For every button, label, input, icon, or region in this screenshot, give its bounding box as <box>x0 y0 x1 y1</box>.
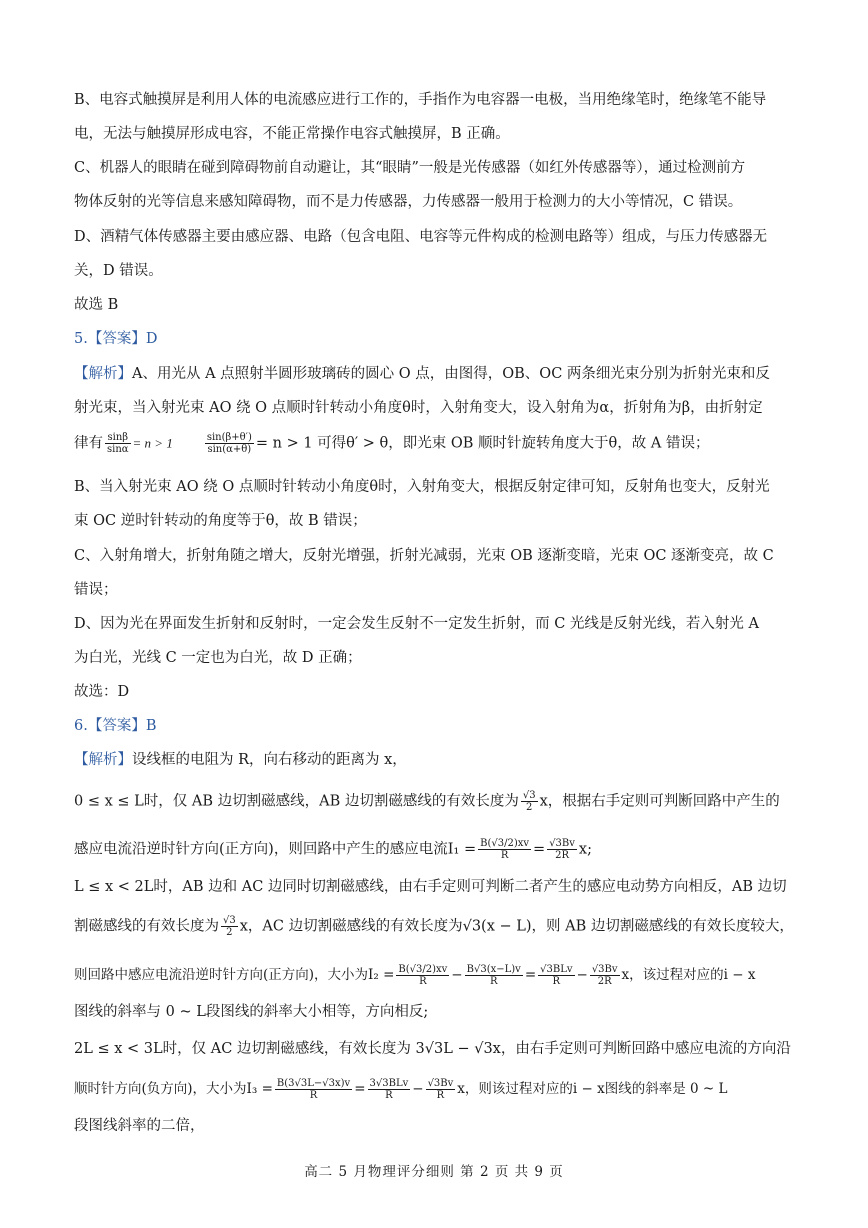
effective-length-fraction <box>521 790 538 813</box>
minus-sign: − <box>451 967 463 983</box>
fraction-denominator: R <box>552 976 561 987</box>
q6-s1-c: 感应电流沿逆时针方向(正方向)，则回路中产生的感应电流I₁ = <box>74 841 477 858</box>
i2-term3-fraction <box>538 964 574 987</box>
fraction-numerator: B(√3/2)xv <box>398 964 448 975</box>
q6-stage3-line1: 2L ≤ x < 3L时，仅 AC 边切割磁感线，有效长度为 3√3L − √3x，由右手定则可判断回路中感应电流的方向沿 <box>74 1041 791 1057</box>
q5-a3-mid1: = n > 1 <box>132 435 173 451</box>
current-i1-fraction <box>478 838 531 861</box>
q5-option-a-line3 <box>74 432 808 455</box>
fraction-denominator: R <box>419 976 427 987</box>
q6-s3-b-post: x，则该过程对应的i − x图线的斜率是 0 ~ L <box>457 1081 728 1097</box>
q6-stage2-line1: L ≤ x < 2L时，AB 边和 AC 边同时切割磁感线，由右手定则可判断二者产生的感应电动势方向相反，AB 边切 <box>74 879 787 895</box>
fraction-numerator: 3√3BLv <box>369 1078 409 1089</box>
fraction-denominator: sin(α+θ) <box>207 444 252 455</box>
i2-term4-fraction <box>590 964 620 987</box>
fraction-denominator: R <box>385 1090 393 1101</box>
fraction-denominator: R <box>436 1090 445 1101</box>
q6-stage3-line2 <box>74 1078 808 1101</box>
minus-sign: − <box>412 1081 424 1097</box>
minus-sign: − <box>576 967 588 983</box>
current-i1-simplified-fraction <box>547 838 577 861</box>
q5-choice: 故选：D <box>74 684 130 700</box>
fraction-numerator: sin(β+θ′) <box>206 432 252 443</box>
i2-term1-fraction <box>396 964 449 987</box>
q4-option-d-line1: D、酒精气体传感器主要由感应器、电路（包含电阻、电容等元件构成的检测电路等）组成，与压力传感器无 <box>74 229 768 245</box>
i3-term3-fraction <box>426 1078 456 1101</box>
q6-s3-b-pre: 顺时针方向(负方向)，大小为I₃ = <box>74 1081 273 1097</box>
equals-sign: = <box>354 1081 366 1097</box>
q6-s2-b-post: x，AC 边切割磁感线的有效长度为√3(x − L)，则 AB 边切割磁感线的有效长度较大， <box>239 918 794 935</box>
q6-s2-c-post: x，该过程对应的i − x <box>621 967 756 983</box>
q5-option-c-line1: C、入射角增大，折射角随之增大，反射光增强，折射光减弱，光束 OB 逐渐变暗，光束 OC 逐渐变亮，故 C <box>74 548 774 564</box>
rotated-snell-fraction <box>205 432 254 455</box>
q6-s1-eq: = <box>533 841 546 858</box>
q6-s1-d: x; <box>578 841 592 858</box>
q6-s2-b-pre: 割磁感线的有效长度为 <box>74 918 219 935</box>
q6-s1-a: 0 ≤ x ≤ L时，仅 AB 边切割磁感线，AB 边切割磁感线的有效长度为 <box>74 793 519 810</box>
ab-length-fraction <box>221 915 238 938</box>
q6-intro-text: 设线框的电阻为 R，向右移动的距离为 x， <box>132 752 407 768</box>
q5-answer-heading: 5.【答案】D <box>74 331 158 347</box>
q4-option-b-line2: 电，无法与触摸屏形成电容，不能正常操作电容式触摸屏，B 正确。 <box>74 126 510 142</box>
fraction-numerator: √3BLv <box>540 964 573 975</box>
fraction-numerator: B(√3/2)xv <box>480 838 530 849</box>
fraction-denominator: R <box>489 976 498 987</box>
fraction-numerator: √3Bv <box>549 838 575 849</box>
fraction-numerator: B(3√3L−√3x)v <box>276 1078 351 1089</box>
page-footer: 高二 5 月物理评分细则 第 2 页 共 9 页 <box>304 1164 564 1180</box>
fraction-numerator: √3 <box>522 790 536 801</box>
fraction-numerator: √3 <box>223 915 236 926</box>
q4-choice: 故选 B <box>74 297 119 313</box>
q5-option-d-line1: D、因为光在界面发生折射和反射时，一定会发生反射不一定发生折射，而 C 光线是反射光线，若入射光 A <box>74 616 760 632</box>
q5-option-a-line1: A、用光从 A 点照射半圆形玻璃砖的圆心 O 点，由图得，OB、OC 两条细光束分别为折射光束和反 <box>132 366 770 382</box>
q5-option-b-line1: B、当入射光束 AO 绕 O 点顺时针转动小角度θ时，入射角变大，根据反射定律可知，反射角也变大，反射光 <box>74 479 770 495</box>
fraction-denominator: 2R <box>597 976 612 987</box>
fraction-numerator: B√3(x−L)v <box>466 964 521 975</box>
equals-sign: = <box>524 967 537 983</box>
fraction-numerator: sinβ <box>105 432 131 444</box>
q4-option-b-line1: B、电容式触摸屏是利用人体的电流感应进行工作的，手指作为电容器一电极，当用绝缘笔时，绝缘笔不能导 <box>74 92 767 108</box>
q6-stage2-line2 <box>74 915 808 938</box>
q4-option-c-line2: 物体反射的光等信息来感知障碍物，而不是力传感器，力传感器一般用于检测力的大小等情况，C 错误。 <box>74 194 743 210</box>
q5-analysis-tag: 【解析】 <box>74 366 132 382</box>
q6-s1-b: x，根据右手定则可判断回路中产生的 <box>539 793 780 810</box>
q6-stage2-line3 <box>74 964 808 987</box>
fraction-denominator: R <box>500 850 509 861</box>
q5-option-b-line2: 束 OC 逆时针转动的角度等于θ，故 B 错误； <box>74 513 367 529</box>
q5-analysis-line1 <box>74 364 808 384</box>
q5-a3-prefix: 律有 <box>74 435 103 452</box>
fraction-denominator: R <box>309 1090 318 1101</box>
fraction-numerator: √3Bv <box>427 1078 454 1089</box>
fraction-numerator: √3Bv <box>591 964 618 975</box>
i3-term1-fraction <box>275 1078 352 1101</box>
q6-stage1-line2 <box>74 838 808 861</box>
q4-option-d-line2: 关，D 错误。 <box>74 263 163 279</box>
fraction-denominator: 2 <box>226 927 233 938</box>
fraction-denominator: 2 <box>526 802 533 813</box>
q6-s2-c-pre: 则回路中感应电流沿逆时针方向(正方向)，大小为I₂ = <box>74 967 395 983</box>
q6-answer-heading: 6.【答案】B <box>74 718 157 734</box>
q6-stage3-line3: 段图线斜率的二倍， <box>74 1118 205 1134</box>
fraction-denominator: sinα <box>107 444 129 455</box>
q5-option-a-line2: 射光束，当入射光束 AO 绕 O 点顺时针转动小角度θ时，入射角变大，设入射角为α，折射角为β，由折射定 <box>74 400 763 416</box>
i2-term2-fraction <box>465 964 523 987</box>
fraction-denominator: 2R <box>555 850 569 861</box>
i3-term2-fraction <box>368 1078 411 1101</box>
q4-option-c-line1: C、机器人的眼睛在碰到障碍物前自动避让，其“眼睛”一般是光传感器（如红外传感器等），通过检测前方 <box>74 160 746 176</box>
q5-option-c-line2: 错误； <box>74 582 118 598</box>
q6-analysis-intro <box>74 750 808 770</box>
q6-stage2-line4: 图线的斜率与 0 ~ L段图线的斜率大小相等，方向相反; <box>74 1004 429 1020</box>
q6-analysis-tag: 【解析】 <box>74 752 132 768</box>
snell-ratio-fraction <box>105 432 131 455</box>
q6-stage1-line1 <box>74 790 808 813</box>
q5-a3-mid2: = n > 1 可得θ′ > θ，即光束 OB 顺时针旋转角度大于θ，故 A 错误； <box>255 435 710 452</box>
q5-option-d-line2: 为白光，光线 C 一定也为白光，故 D 正确； <box>74 650 362 666</box>
